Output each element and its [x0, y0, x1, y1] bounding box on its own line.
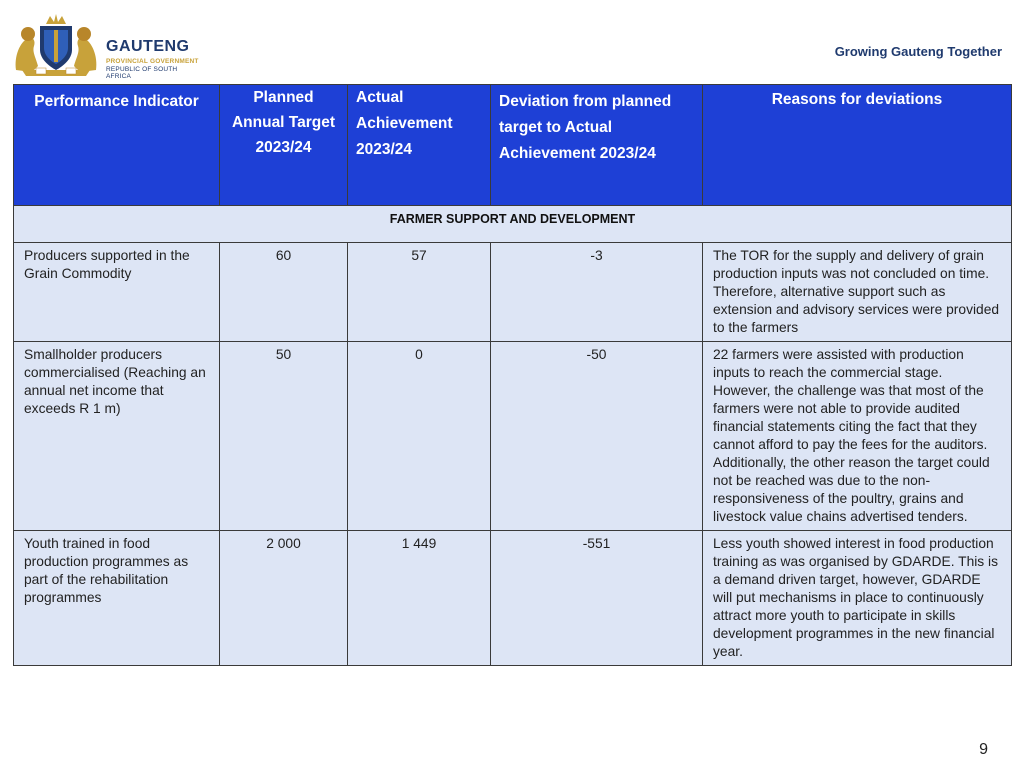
indicator-cell: Smallholder producers commercialised (Reaching an annual net income that exceeds R 1 m) — [14, 342, 220, 531]
page-number: 9 — [979, 741, 988, 758]
actual-cell: 57 — [348, 243, 491, 342]
column-header-planned: Planned Annual Target 2023/24 — [220, 85, 348, 206]
deviation-cell: -3 — [491, 243, 703, 342]
reason-cell: Less youth showed interest in food production training as was organised by GDARDE. This is a demand driven target, however, GDARDE will put mechanisms in place to continuously attract more youth to participate in skills development programmes in the new financial year. — [703, 531, 1012, 666]
logo-name: GAUTENG — [106, 38, 190, 55]
table-row — [14, 243, 1012, 342]
tagline: Growing Gauteng Together — [834, 44, 1002, 59]
column-header-deviation: Deviation from planned target to Actual Achievement 2023/24 — [491, 85, 703, 206]
logo-country: REPUBLIC OF SOUTH AFRICA — [106, 66, 178, 80]
table-row — [14, 342, 1012, 531]
deviation-cell: -50 — [491, 342, 703, 531]
logo-subtitle: PROVINCIAL GOVERNMENT — [106, 58, 199, 65]
planned-cell: 60 — [220, 243, 348, 342]
deviation-cell: -551 — [491, 531, 703, 666]
column-header-actual: Actual Achievement 2023/24 — [348, 85, 491, 206]
indicator-cell: Youth trained in food production programmes as part of the rehabilitation programmes — [14, 531, 220, 666]
table-row — [14, 531, 1012, 666]
coat-of-arms-icon — [10, 12, 102, 78]
actual-cell: 1 449 — [348, 531, 491, 666]
actual-cell: 0 — [348, 342, 491, 531]
gauteng-logo — [10, 12, 200, 80]
performance-table — [13, 84, 1012, 666]
reason-cell: The TOR for the supply and delivery of grain production inputs was not concluded on time. Therefore, alternative support such as extension and advisory services were provided to the farmers — [703, 243, 1012, 342]
planned-cell: 2 000 — [220, 531, 348, 666]
section-row — [14, 206, 1012, 243]
indicator-cell: Producers supported in the Grain Commodity — [14, 243, 220, 342]
column-header-reasons: Reasons for deviations — [703, 85, 1012, 206]
section-title: FARMER SUPPORT AND DEVELOPMENT — [14, 206, 1012, 243]
reason-cell: 22 farmers were assisted with production inputs to reach the commercial stage. However, the challenge was that most of the farmers were not able to provide audited financial statements citing the fact that they cannot afford to pay the fees for the auditors. Additionally, the other reason the target could not be reached was due to the non-responsiveness of the poultry, grains and livestock value chains advertised tenders. — [703, 342, 1012, 531]
table-header-row — [14, 85, 1012, 206]
column-header-indicator: Performance Indicator — [14, 85, 220, 206]
planned-cell: 50 — [220, 342, 348, 531]
